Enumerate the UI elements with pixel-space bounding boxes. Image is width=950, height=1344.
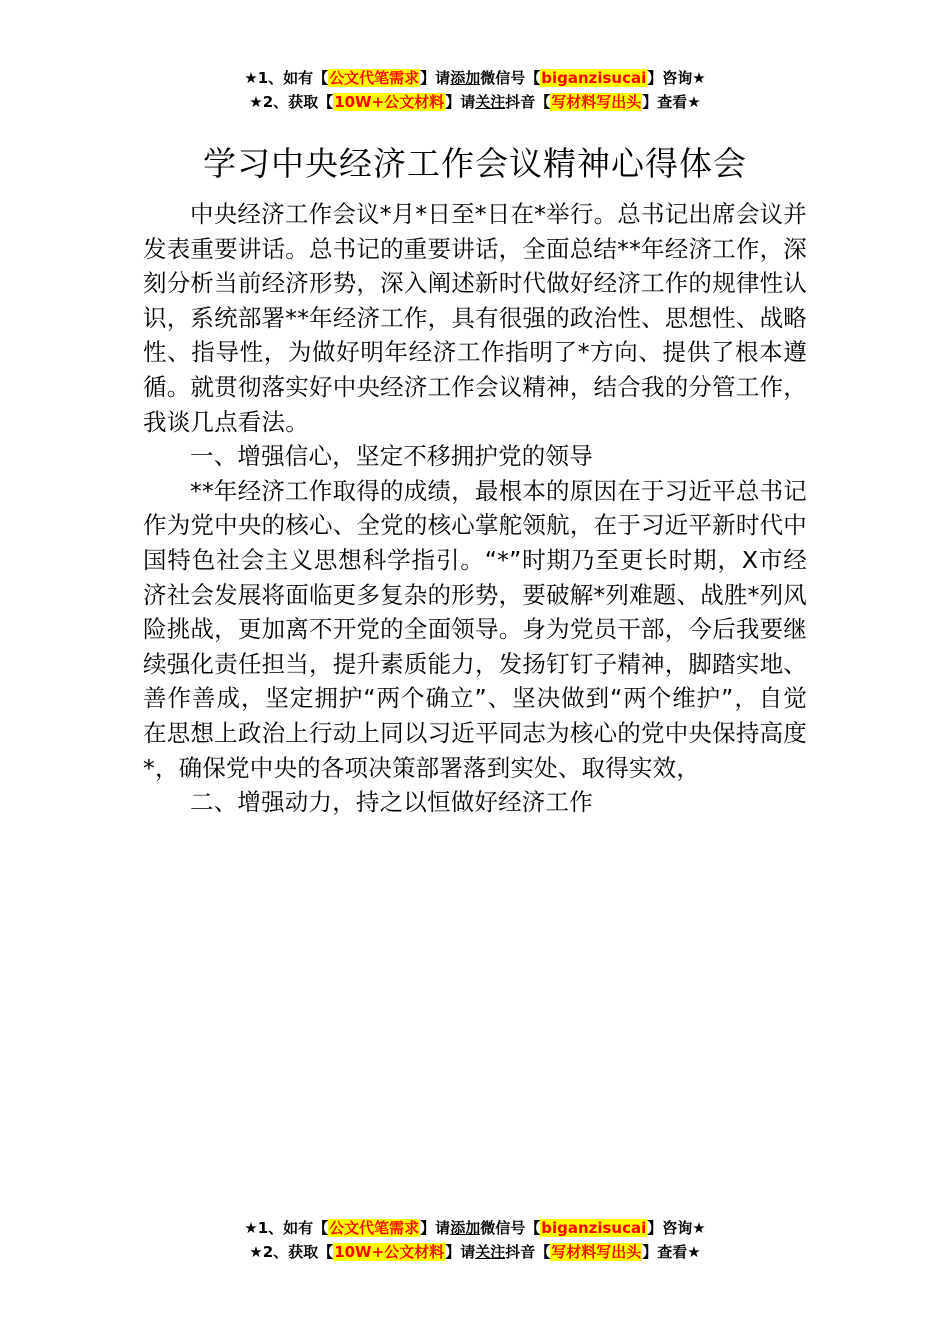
banner-text: ★2、获取【 — [249, 93, 334, 111]
banner-highlight: 10W+公文材料 — [334, 1243, 445, 1261]
banner-highlight: 公文代笔需求 — [329, 69, 420, 87]
banner-underline: 添加 — [450, 69, 481, 87]
banner-highlight: 公文代笔需求 — [329, 1219, 420, 1237]
banner-text: 抖音【 — [505, 1243, 551, 1261]
paragraph-intro: 中央经济工作会议*月*日至*日在*举行。总书记出席会议并发表重要讲话。总书记的重要讲话，全面总结**年经济工作，深刻分析当前经济形势，深入阐述新时代做好经济工作的规律性认识，系统部署**年经济工作，具有很强的政治性、思想性、战略性、指导性，为做好明年经济工作指明了*方向、提供了根本遵循。就贯彻落实好中央经济工作会议精神，结合我的分管工作，我谈几点看法。 — [143, 200, 807, 436]
banner-text: ★1、如有【 — [244, 69, 329, 87]
section-heading-2: 二、增强动力，持之以恒做好经济工作 — [190, 788, 593, 817]
banner-wechat-id: biganzisucai — [541, 1219, 647, 1237]
paragraph-section-1: **年经济工作取得的成绩，最根本的原因在于习近平总书记作为党中央的核心、全党的核心掌舵领航，在于习近平新时代中国特色社会主义思想科学指引。“*”时期乃至更长时期，X市经济社会发展将面临更多复杂的形势，要破解*列难题、战胜*列风险挑战，更加离不开党的全面领导。身为党员干部，今后我要继续强化责任担当，提升素质能力，发扬钉钉子精神，脚踏实地、善作善成，坚定拥护“两个确立”、坚决做到“两个维护”，自觉在思想上政治上行动上同以习近平同志为核心的党中央保持高度*，确保党中央的各项决策部署落到实处、取得实效， — [143, 476, 807, 782]
banner-wechat-id: biganzisucai — [541, 69, 647, 87]
banner-text: 】查看★ — [642, 93, 701, 111]
banner-line-1 — [0, 66, 950, 90]
banner-text: ★2、获取【 — [249, 1243, 334, 1261]
document-title: 学习中央经济工作会议精神心得体会 — [203, 144, 747, 183]
banner-text: 】请 — [445, 93, 476, 111]
banner-text: 】请 — [420, 1219, 451, 1237]
banner-highlight: 10W+公文材料 — [334, 93, 445, 111]
banner-text: 】请 — [420, 69, 451, 87]
banner-underline: 关注 — [475, 93, 506, 111]
banner-text: 抖音【 — [505, 93, 551, 111]
banner-line-2 — [0, 1240, 950, 1264]
section-heading-1: 一、增强信心，坚定不移拥护党的领导 — [190, 442, 593, 471]
banner-text: 微信号【 — [480, 1219, 541, 1237]
banner-line-1 — [0, 1216, 950, 1240]
footer-banner — [0, 1216, 950, 1264]
banner-text: 】咨询★ — [647, 69, 706, 87]
banner-line-2 — [0, 90, 950, 114]
banner-underline: 添加 — [450, 1219, 481, 1237]
document-body — [143, 197, 807, 820]
banner-underline: 关注 — [475, 1243, 506, 1261]
banner-text: 】咨询★ — [647, 1219, 706, 1237]
banner-text: 微信号【 — [480, 69, 541, 87]
banner-text: ★1、如有【 — [244, 1219, 329, 1237]
banner-text: 】请 — [445, 1243, 476, 1261]
banner-douyin-name: 写材料写出头 — [551, 1243, 642, 1261]
header-banner — [0, 66, 950, 114]
banner-douyin-name: 写材料写出头 — [551, 93, 642, 111]
banner-text: 】查看★ — [642, 1243, 701, 1261]
